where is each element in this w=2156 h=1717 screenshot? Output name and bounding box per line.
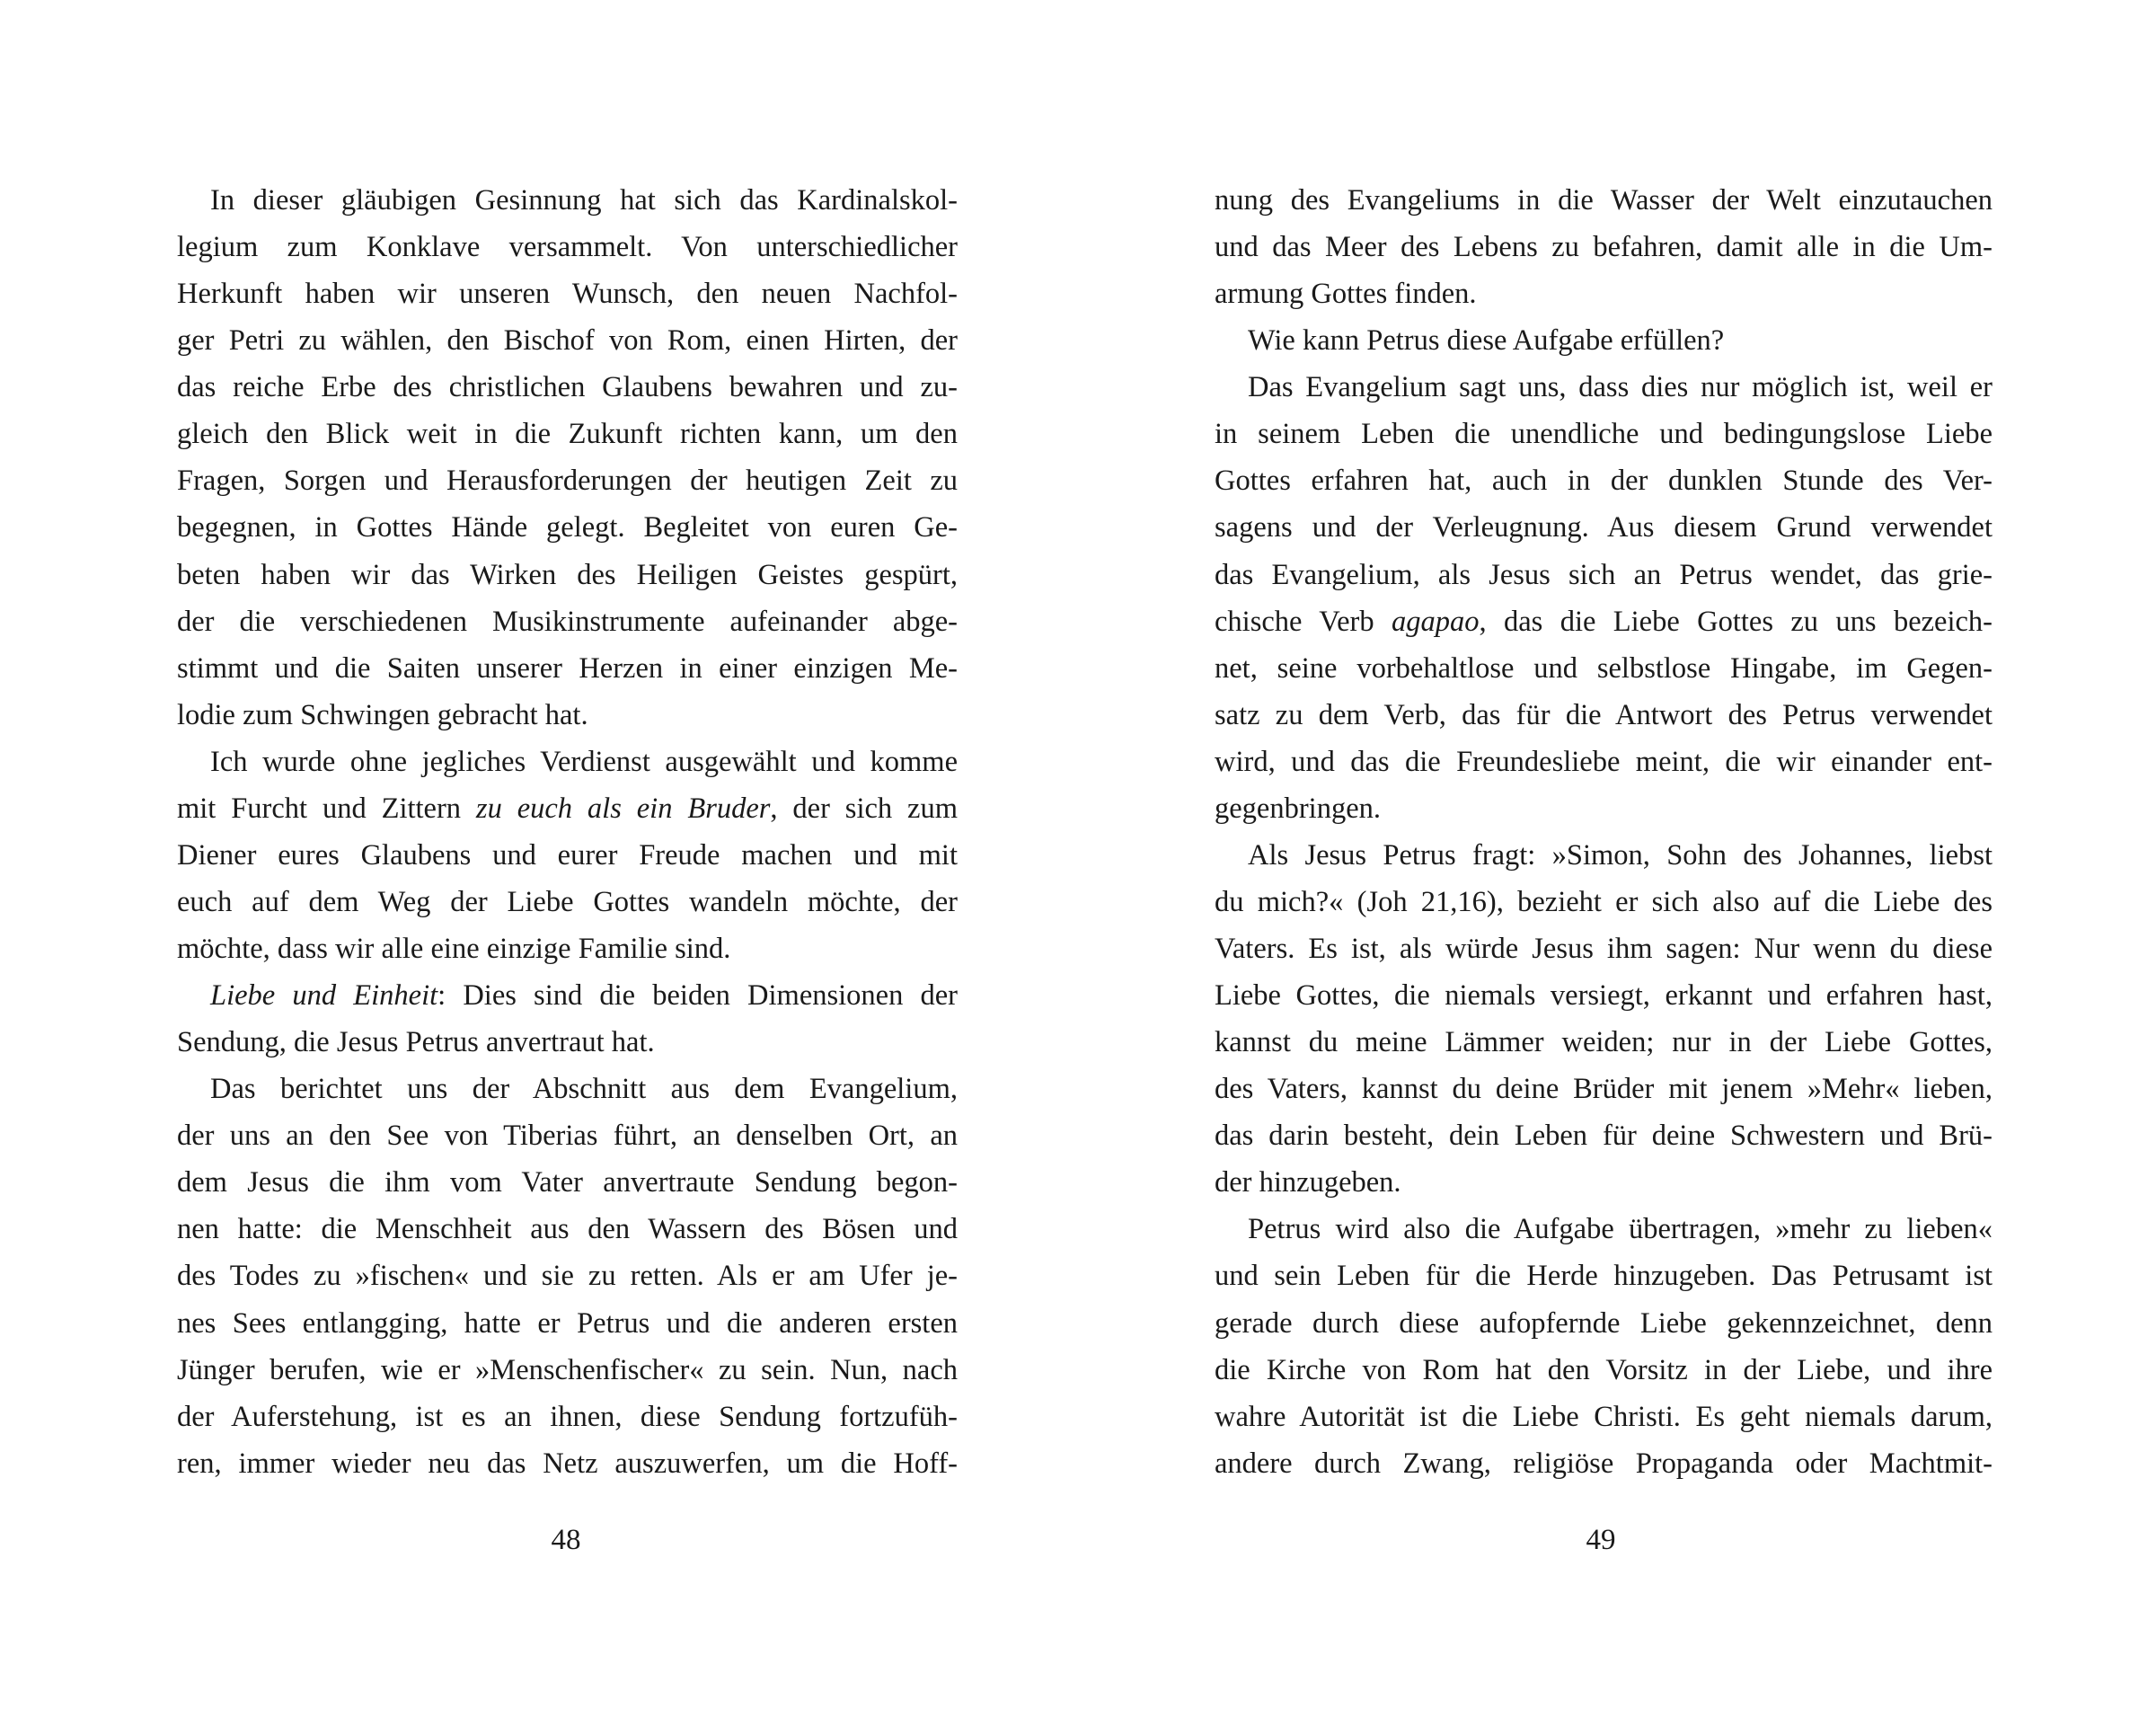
text-line: euch auf dem Weg der Liebe Gottes wandeln möchte, der xyxy=(177,885,958,918)
text-line: net, seine vorbehaltlose und selbstlose Hingabe, im Gegen- xyxy=(1215,651,1993,685)
italic-text: agapao xyxy=(1392,605,1480,638)
text-line: ren, immer wieder neu das Netz auszuwerfen, um die Hoff- xyxy=(177,1447,958,1480)
page-48-body xyxy=(177,177,958,1487)
text-line: und das Meer des Lebens zu befahren, damit alle in die Um- xyxy=(1215,231,1993,264)
text-line: Liebe Gottes, die niemals versiegt, erkannt und erfahren hast, xyxy=(1215,979,1993,1013)
text-line: Vaters. Es ist, als würde Jesus ihm sagen: Nur wenn du diese xyxy=(1215,933,1993,965)
text-line: die Kirche von Rom hat den Vorsitz in der Liebe, und ihre xyxy=(1215,1353,1993,1386)
text-line xyxy=(177,972,958,1019)
text-line: Sendung, die Jesus Petrus anvertraut hat. xyxy=(177,1026,655,1059)
text-line: wird, und das die Freundesliebe meint, die wir einander ent- xyxy=(1215,745,1993,778)
text-line: in seinem Leben die unendliche und bedingungslose Liebe xyxy=(1215,418,1993,451)
text-line: armung Gottes finden. xyxy=(1215,278,1477,311)
text-line: begegnen, in Gottes Hände gelegt. Begleitet von euren Ge- xyxy=(177,511,958,544)
text-line: gleich den Blick weit in die Zukunft richten kann, um den xyxy=(177,418,958,451)
text-line: sagens und der Verleugnung. Aus diesem Grund verwendet xyxy=(1215,511,1993,544)
text-line: wahre Autorität ist die Liebe Christi. Es geht niemals darum, xyxy=(1215,1400,1993,1433)
text-line: gerade durch diese aufopfernde Liebe gekennzeichnet, denn xyxy=(1215,1306,1993,1340)
text-line: der hinzugeben. xyxy=(1215,1166,1401,1199)
text-line: stimmt und die Saiten unserer Herzen in einer einzigen Me- xyxy=(177,651,958,685)
text-segment: chische Verb xyxy=(1215,605,1392,638)
text-line: der uns an den See von Tiberias führt, an denselben Ort, an xyxy=(177,1120,958,1153)
text-line: lodie zum Schwingen gebracht hat. xyxy=(177,698,588,731)
text-line: der Auferstehung, ist es an ihnen, diese Sendung fortzufüh- xyxy=(177,1400,958,1433)
page-number-right: 49 xyxy=(1586,1524,1616,1556)
text-line xyxy=(177,785,958,832)
text-line: kannst du meine Lämmer weiden; nur in der Liebe Gottes, xyxy=(1215,1026,1993,1059)
text-line: des Todes zu »fischen« und sie zu retten. Als er am Ufer je- xyxy=(177,1260,958,1293)
text-line: Das berichtet uns der Abschnitt aus dem Evangelium, xyxy=(210,1073,958,1106)
text-line: Diener eures Glaubens und eurer Freude machen und mit xyxy=(177,838,958,872)
page-number-left: 48 xyxy=(551,1524,581,1556)
text-line: und sein Leben für die Herde hinzugeben. Das Petrusamt ist xyxy=(1215,1260,1993,1293)
text-line: Wie kann Petrus diese Aufgabe erfüllen? xyxy=(1248,324,1725,358)
text-line xyxy=(1215,598,1993,645)
page-49-body xyxy=(1215,177,1993,1487)
text-line: nung des Evangeliums in die Wasser der Welt einzutauchen xyxy=(1215,184,1993,217)
text-line: gegenbringen. xyxy=(1215,792,1382,825)
text-line: Fragen, Sorgen und Herausforderungen der heutigen Zeit zu xyxy=(177,465,958,498)
text-line: das reiche Erbe des christlichen Glaubens bewahren und zu- xyxy=(177,371,958,404)
text-line: In dieser gläubigen Gesinnung hat sich das Kardinalskol- xyxy=(210,184,958,217)
text-line: das Evangelium, als Jesus sich an Petrus wendet, das grie- xyxy=(1215,558,1993,591)
text-line: beten haben wir das Wirken des Heiligen Geistes gespürt, xyxy=(177,558,958,591)
text-segment: : Dies sind die beiden Dimensionen der xyxy=(437,979,958,1013)
text-line: Ich wurde ohne jegliches Verdienst ausgewählt und komme xyxy=(210,745,958,778)
text-line: möchte, dass wir alle eine einzige Familie sind. xyxy=(177,933,731,965)
text-line: Jünger berufen, wie er »Menschenfischer« zu sein. Nun, nach xyxy=(177,1353,958,1386)
text-line: andere durch Zwang, religiöse Propaganda oder Machtmit- xyxy=(1215,1447,1993,1480)
text-line: der die verschiedenen Musikinstrumente aufeinander abge- xyxy=(177,605,958,638)
text-line: du mich?« (Joh 21,16), bezieht er sich also auf die Liebe des xyxy=(1215,885,1993,918)
text-line: satz zu dem Verb, das für die Antwort des Petrus verwendet xyxy=(1215,698,1993,731)
text-line: Gottes erfahren hat, auch in der dunklen Stunde des Ver- xyxy=(1215,465,1993,498)
text-segment: , der sich zum xyxy=(770,792,959,825)
text-segment: mit Furcht und Zittern xyxy=(177,792,476,825)
text-line: legium zum Konklave versammelt. Von unterschiedlicher xyxy=(177,231,958,264)
italic-text: zu euch als ein Bruder xyxy=(475,792,771,825)
text-line: Als Jesus Petrus fragt: »Simon, Sohn des Johannes, liebst xyxy=(1248,838,1993,872)
text-line: Das Evangelium sagt uns, dass dies nur möglich ist, weil er xyxy=(1248,371,1993,404)
text-line: dem Jesus die ihm vom Vater anvertraute Sendung begon- xyxy=(177,1166,958,1199)
text-line: ger Petri zu wählen, den Bischof von Rom, einen Hirten, der xyxy=(177,324,958,358)
text-line: nen hatte: die Menschheit aus den Wassern des Bösen und xyxy=(177,1213,958,1246)
text-segment: , das die Liebe Gottes zu uns bezeich- xyxy=(1479,605,1993,638)
text-line: nes Sees entlangging, hatte er Petrus und die anderen ersten xyxy=(177,1306,958,1340)
text-line: Petrus wird also die Aufgabe übertragen, »mehr zu lieben« xyxy=(1248,1213,1993,1246)
text-line: Herkunft haben wir unseren Wunsch, den neuen Nachfol- xyxy=(177,278,958,311)
text-line: des Vaters, kannst du deine Brüder mit jenem »Mehr« lieben, xyxy=(1215,1073,1993,1106)
italic-text: Liebe und Einheit xyxy=(210,979,438,1013)
text-line: das darin besteht, dein Leben für deine Schwestern und Brü- xyxy=(1215,1120,1993,1153)
